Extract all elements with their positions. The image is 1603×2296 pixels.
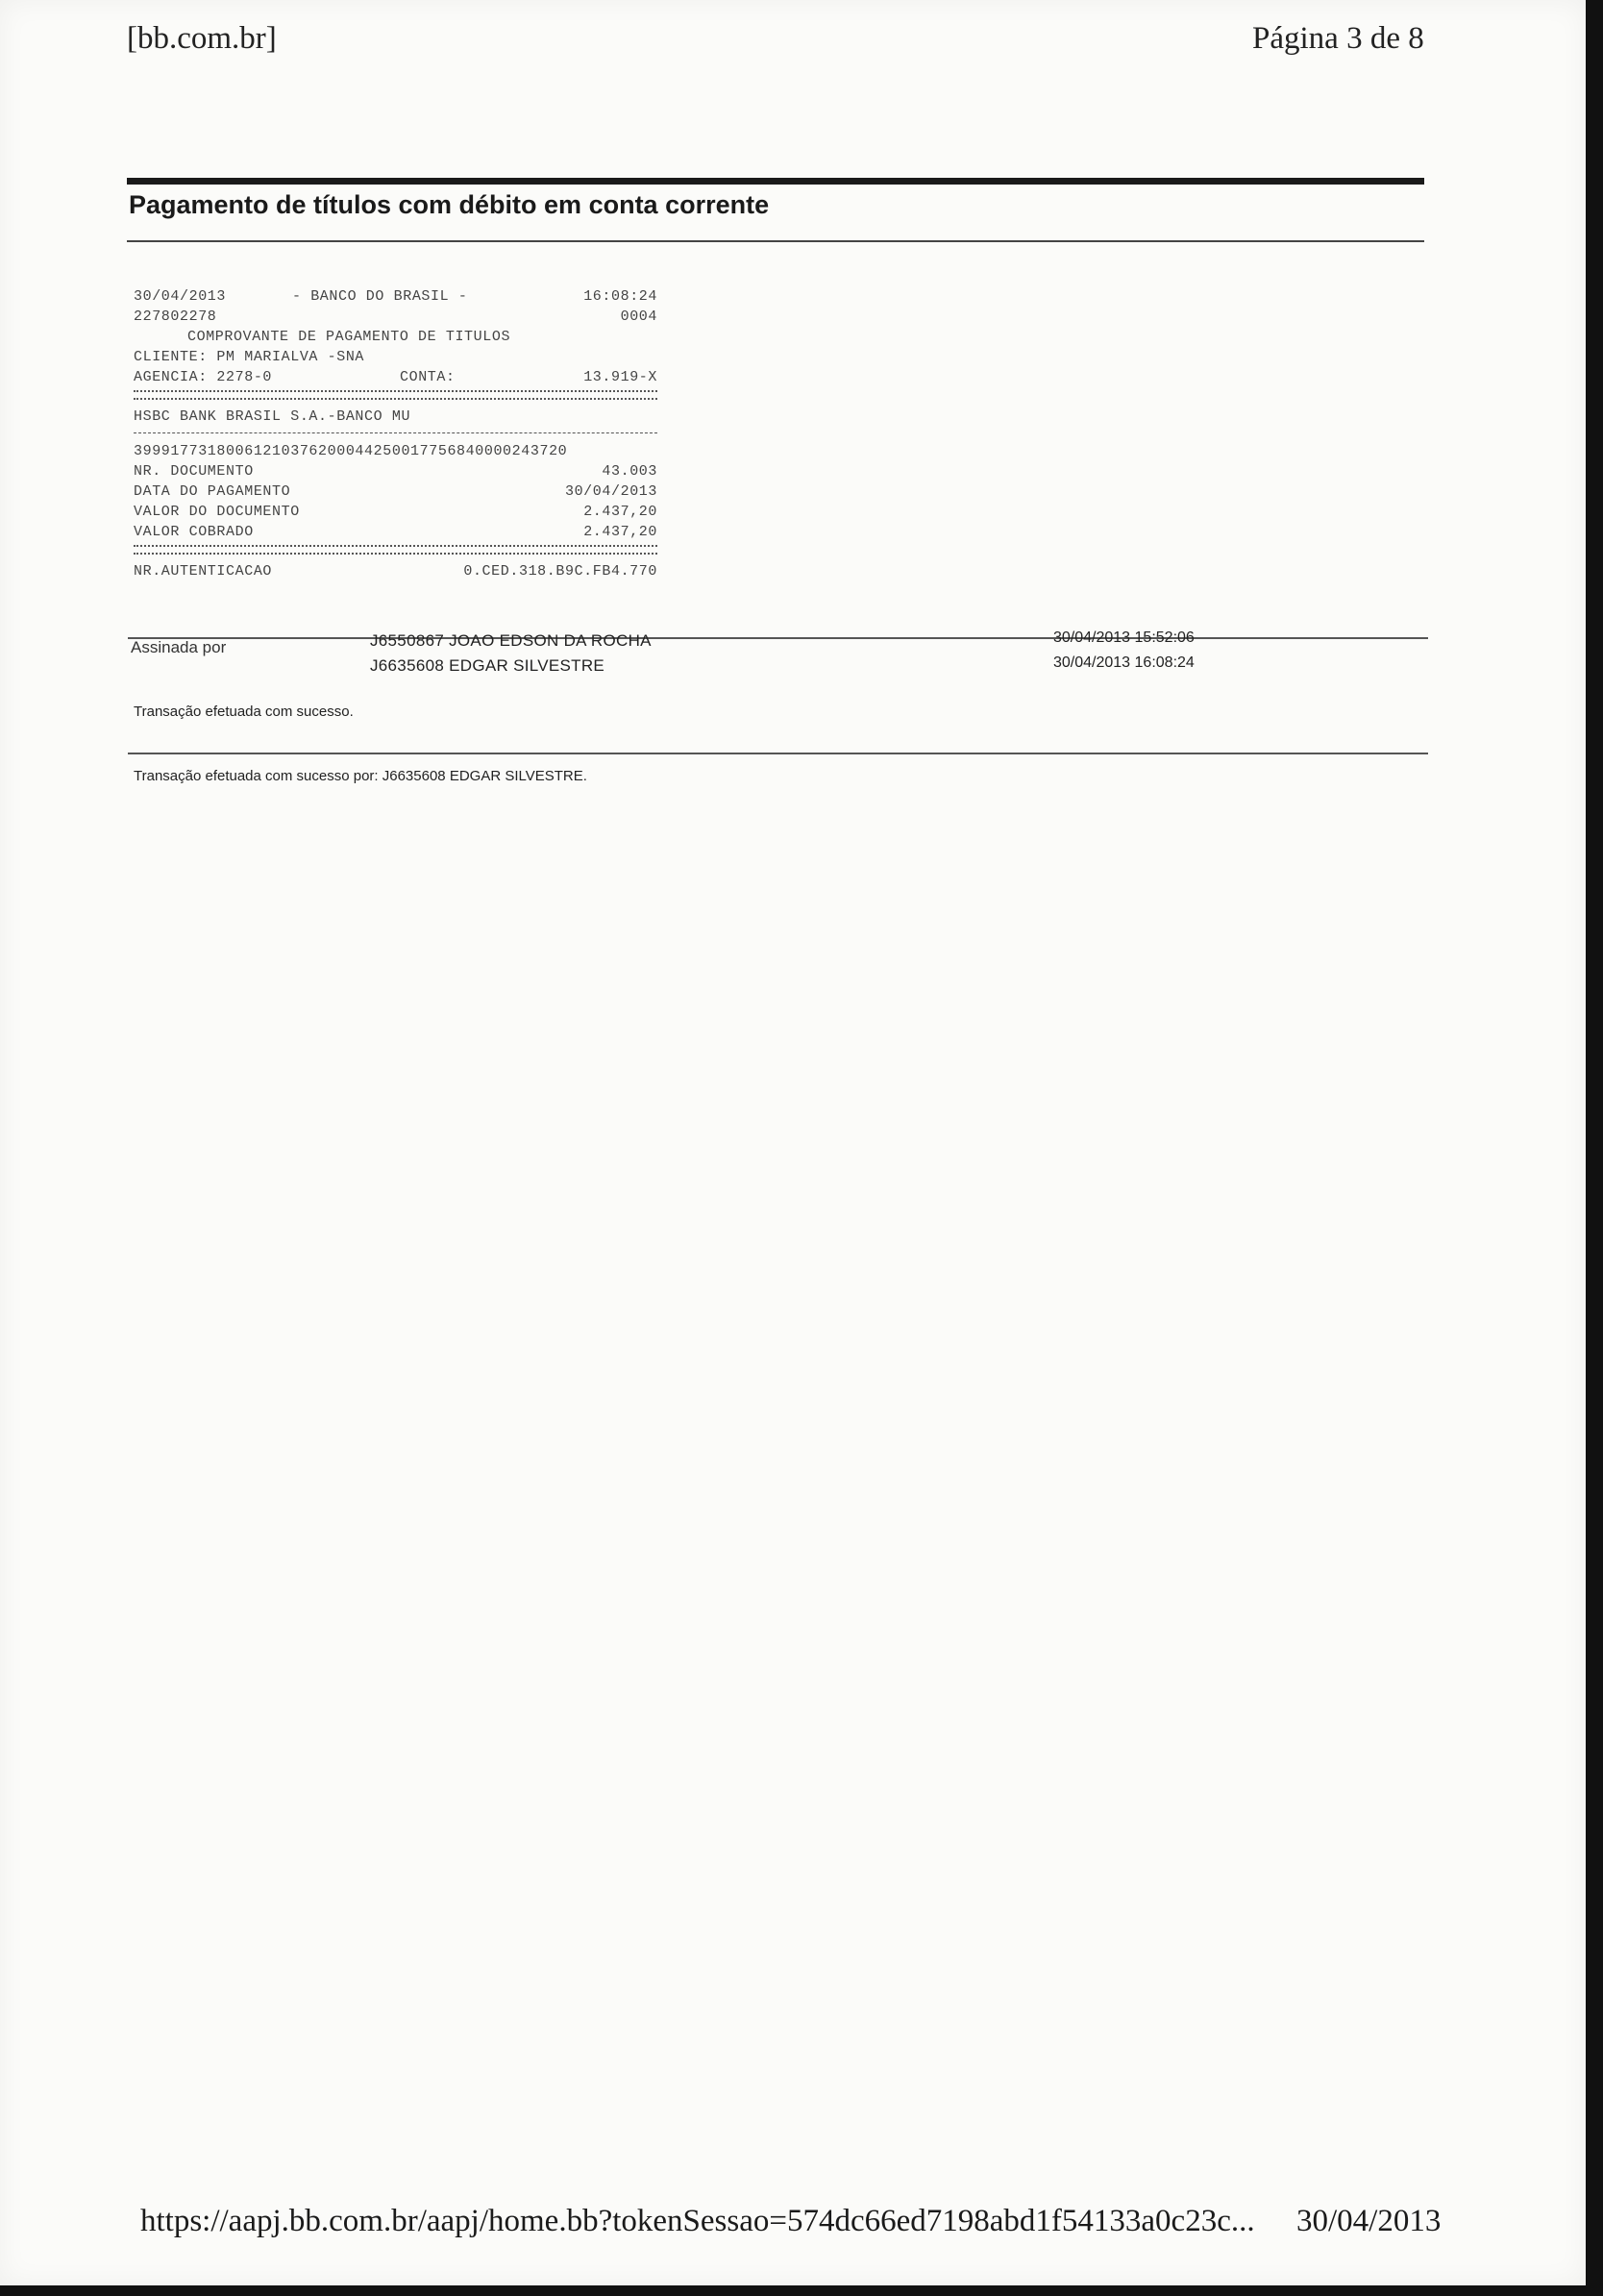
- receipt-row-label: NR. DOCUMENTO: [134, 463, 254, 480]
- receipt-separator: [134, 545, 657, 555]
- signature-rule: [128, 637, 1428, 639]
- status-message-by: Transação efetuada com sucesso por: J6635608 EDGAR SILVESTRE.: [134, 768, 587, 784]
- receipt-row: [134, 522, 657, 542]
- receipt-header-line: [134, 286, 657, 307]
- title-bottom-rule: [127, 240, 1424, 242]
- receipt-account-label: CONTA:: [400, 369, 456, 385]
- footer-date: 30/04/2013: [1296, 2204, 1442, 2238]
- signer-datetime: 30/04/2013 16:08:24: [1053, 654, 1195, 671]
- receipt-ref-line: [134, 307, 657, 327]
- signer-datetime: 30/04/2013 15:52:06: [1053, 630, 1195, 646]
- receipt-date: 30/04/2013: [134, 288, 227, 305]
- receipt-beneficiary-line: [134, 407, 657, 427]
- receipt-row-value: 30/04/2013: [564, 483, 657, 500]
- receipt-bank: - BANCO DO BRASIL -: [292, 288, 468, 305]
- receipt-row: [134, 461, 657, 481]
- receipt-row-label: VALOR COBRADO: [134, 524, 254, 540]
- receipt-auth-label: NR.AUTENTICACAO: [134, 563, 273, 580]
- signed-by-label: Assinada por: [131, 638, 227, 656]
- receipt-beneficiary: HSBC BANK BRASIL S.A.-BANCO MU: [134, 408, 411, 425]
- signer-name: J6635608 EDGAR SILVESTRE: [370, 656, 605, 675]
- header-site: [bb.com.br]: [127, 21, 277, 56]
- receipt-row: [134, 502, 657, 522]
- receipt-ref: 227802278: [134, 309, 217, 325]
- receipt-time: 16:08:24: [583, 288, 657, 305]
- receipt-heading-line: [134, 327, 657, 347]
- footer-url: https://aapj.bb.com.br/aapj/home.bb?tokenSessao=574dc66ed7198abd1f54133a0c23c...: [140, 2204, 1255, 2238]
- receipt-account-line: [134, 367, 657, 387]
- status-message: Transação efetuada com sucesso.: [134, 704, 354, 720]
- payment-receipt: [134, 286, 657, 581]
- receipt-auth-value: 0.CED.318.B9C.FB4.770: [463, 563, 657, 580]
- page-number: Página 3 de 8: [1252, 21, 1424, 56]
- status-rule: [128, 753, 1428, 754]
- receipt-row-label: DATA DO PAGAMENTO: [134, 483, 291, 500]
- receipt-row-value: 2.437,20: [583, 504, 657, 520]
- signer-name: J6550867 JOAO EDSON DA ROCHA: [370, 631, 652, 650]
- receipt-ref-code: 0004: [620, 309, 657, 325]
- page-title: Pagamento de títulos com débito em conta corrente: [129, 190, 770, 219]
- receipt-barcode-line: [134, 441, 657, 461]
- receipt-row-label: VALOR DO DOCUMENTO: [134, 504, 300, 520]
- receipt-heading: COMPROVANTE DE PAGAMENTO DE TITULOS: [187, 329, 511, 345]
- receipt-auth-line: [134, 561, 657, 581]
- receipt-client-line: [134, 347, 657, 367]
- receipt-account-value: 13.919-X: [583, 369, 657, 385]
- receipt-client: CLIENTE: PM MARIALVA -SNA: [134, 349, 365, 365]
- receipt-separator: [134, 432, 657, 433]
- title-top-rule: [127, 178, 1424, 185]
- receipt-row-value: 2.437,20: [583, 524, 657, 540]
- receipt-row-value: 43.003: [602, 463, 657, 480]
- receipt-separator: [134, 390, 657, 400]
- receipt-row: [134, 481, 657, 502]
- receipt-agency: AGENCIA: 2278-0: [134, 369, 273, 385]
- receipt-barcode: 39991773180061210376200044250017756840000243720: [134, 443, 568, 459]
